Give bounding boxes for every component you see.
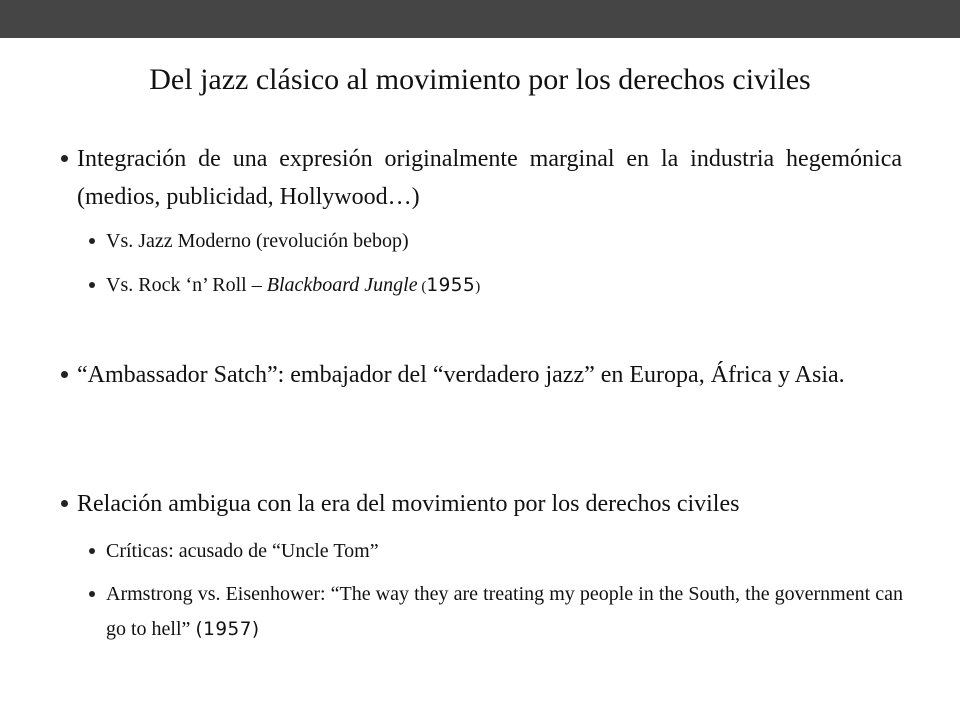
- sub-bullet-criticas: [106, 534, 903, 569]
- sub-bullet-rock-n-roll: [106, 268, 903, 305]
- bullet-dot-icon: [89, 282, 95, 288]
- bullet-text-prefix: Vs. Rock ‘n’ Roll –: [106, 274, 267, 296]
- bullet-dot-icon: [89, 238, 95, 244]
- bullet-ambassador-satch: [77, 356, 902, 394]
- bullet-integracion: [77, 140, 902, 216]
- bullet-dot-icon: [61, 155, 68, 162]
- sub-bullet-jazz-moderno: [106, 224, 903, 259]
- paren-open: (: [417, 279, 427, 295]
- film-title: Blackboard Jungle: [266, 274, 418, 296]
- bullet-text: Integración de una expresión originalmente marginal en la industria hegemónica (medios, publicidad, Hollywood…): [77, 146, 902, 210]
- bullet-text: Relación ambigua con la era del movimiento por los derechos civiles: [77, 491, 740, 517]
- paren-close: ): [475, 279, 481, 295]
- year: (1957): [195, 619, 260, 640]
- bullet-relacion-ambigua: [77, 485, 902, 523]
- bullet-dot-icon: [89, 548, 95, 554]
- sub-bullet-armstrong-eisenhower: [106, 577, 903, 647]
- bullet-text: Armstrong vs. Eisenhower: “The way they are treating my people in the South, the government can go to hell”: [106, 583, 903, 640]
- year: 1955: [426, 275, 476, 296]
- bullet-dot-icon: [61, 371, 68, 378]
- bullet-text: “Ambassador Satch”: embajador del “verdadero jazz” en Europa, África y Asia.: [77, 362, 845, 388]
- bullet-text: Críticas: acusado de “Uncle Tom”: [106, 540, 379, 562]
- bullet-text: Vs. Jazz Moderno (revolución bebop): [106, 230, 409, 252]
- slide-title: Del jazz clásico al movimiento por los derechos civiles: [149, 63, 811, 96]
- bullet-dot-icon: [89, 591, 95, 597]
- bullet-dot-icon: [61, 500, 68, 507]
